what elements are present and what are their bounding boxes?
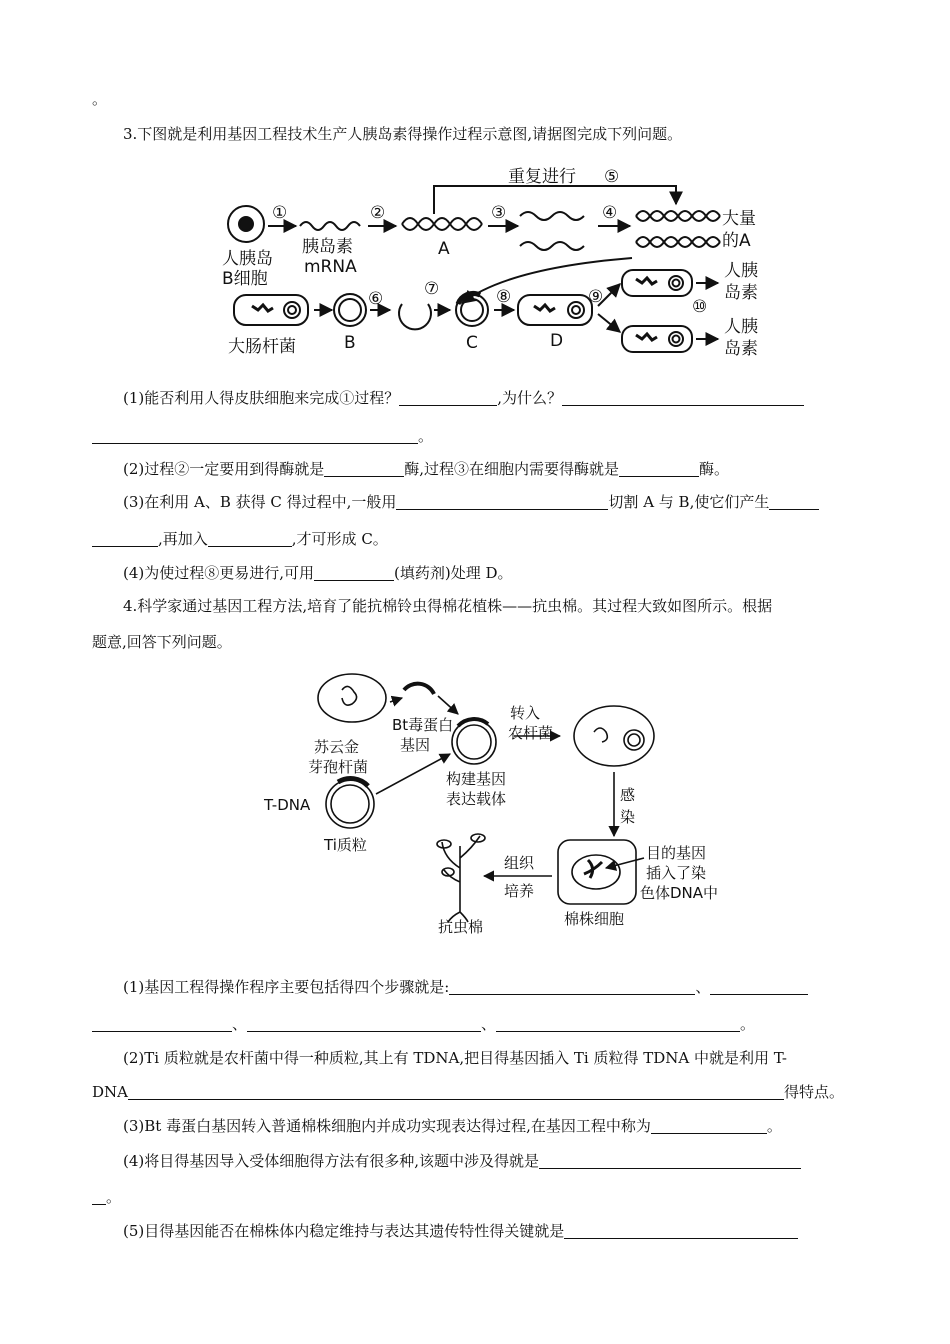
q3-p4: (4)为使过程⑧更易进行,可用 (填药剂)处理 D。 (123, 564, 513, 582)
answer-blank[interactable] (496, 1015, 740, 1032)
svg-text:转入: 转入 (510, 704, 541, 722)
svg-text:Ti质粒: Ti质粒 (324, 836, 367, 854)
svg-text:②: ② (370, 203, 386, 223)
q4-p1-cont: 、 、 。 (92, 1013, 862, 1035)
svg-text:C: C (466, 333, 478, 353)
svg-text:色体DNA中: 色体DNA中 (640, 884, 719, 902)
svg-text:组织: 组织 (504, 854, 535, 872)
svg-text:大量: 大量 (722, 209, 756, 229)
svg-text:目的基因: 目的基因 (646, 844, 707, 862)
svg-text:基因: 基因 (400, 736, 431, 754)
answer-blank[interactable] (399, 389, 497, 406)
q3-p3-cont: ,再加入 ,才可形成 C。 (92, 528, 862, 550)
mrna-icon (300, 222, 360, 230)
svg-text:染: 染 (620, 808, 636, 826)
svg-text:胰岛素: 胰岛素 (302, 237, 353, 257)
svg-text:棉株细胞: 棉株细胞 (564, 910, 625, 928)
answer-blank[interactable] (92, 530, 158, 547)
cotton-cell-icon (558, 840, 636, 904)
cotton-plant-icon (442, 836, 480, 922)
answer-blank[interactable] (562, 389, 804, 406)
agrobacterium-icon (574, 706, 654, 766)
svg-text:苏云金: 苏云金 (314, 738, 360, 756)
answer-blank[interactable] (396, 493, 608, 510)
svg-text:农杆菌: 农杆菌 (508, 724, 554, 742)
q4-p2-cont: DNA 得特点。 (92, 1083, 844, 1101)
svg-text:A: A (438, 239, 450, 259)
q3-stem: 3.下图就是利用基因工程技术生产人胰岛素得操作过程示意图,请据图完成下列问题。 (123, 125, 683, 143)
svg-text:表达载体: 表达载体 (446, 790, 507, 808)
svg-text:⑧: ⑧ (496, 287, 512, 307)
svg-text:构建基因: 构建基因 (446, 770, 507, 788)
q4-diagram (262, 668, 732, 940)
answer-blank[interactable] (324, 460, 404, 477)
svg-text:人胰岛: 人胰岛 (222, 249, 273, 269)
answer-blank[interactable] (619, 460, 699, 477)
q4-p5: (5)目得基因能否在棉株体内稳定维持与表达其遗传特性得关键就是 (123, 1220, 863, 1242)
expression-vector-icon (452, 720, 496, 764)
svg-text:T-DNA: T-DNA (264, 796, 311, 814)
answer-blank[interactable] (208, 530, 292, 547)
q3-diagram (218, 158, 778, 362)
svg-text:⑩: ⑩ (692, 297, 708, 317)
svg-text:B细胞: B细胞 (222, 269, 268, 289)
svg-text:①: ① (272, 203, 288, 223)
answer-blank[interactable] (564, 1222, 798, 1239)
answer-blank[interactable] (92, 1188, 106, 1205)
svg-text:mRNA: mRNA (304, 257, 357, 277)
q3-p2: (2)过程②一定要用到得酶就是 酶,过程③在细胞内需要得酶就是 酶。 (123, 460, 730, 478)
answer-blank[interactable] (92, 427, 418, 444)
q4-stem-1: 4.科学家通过基因工程方法,培育了能抗棉铃虫得棉花植株——抗虫棉。其过程大致如图所示。根据 (123, 597, 773, 615)
q4-p4-cont: 。 (92, 1186, 862, 1208)
svg-text:插入了染: 插入了染 (646, 864, 707, 882)
svg-text:⑨: ⑨ (588, 287, 604, 307)
answer-blank[interactable] (128, 1083, 784, 1100)
q4-p4: (4)将目得基因导入受体细胞得方法有很多种,该题中涉及得就是 (123, 1150, 863, 1172)
answer-blank[interactable] (539, 1152, 801, 1169)
answer-blank[interactable] (651, 1117, 767, 1134)
svg-text:芽孢杆菌: 芽孢杆菌 (308, 758, 369, 776)
q4-p1: (1)基因工程得操作程序主要包括得四个步骤就是: 、 (123, 976, 863, 998)
svg-text:⑦: ⑦ (424, 279, 440, 299)
svg-text:④: ④ (602, 203, 618, 223)
svg-text:岛素: 岛素 (724, 339, 758, 359)
q4-p2: (2)Ti 质粒就是农杆菌中得一种质粒,其上有 TDNA,把目得基因插入 Ti 质粒得 TDNA 中就是利用 T- (123, 1049, 787, 1067)
svg-text:感: 感 (620, 786, 636, 804)
svg-text:B: B (344, 333, 356, 353)
svg-text:Bt毒蛋白: Bt毒蛋白 (392, 716, 454, 734)
svg-text:大肠杆菌: 大肠杆菌 (228, 337, 296, 357)
q3-p1: (1)能否利用人得皮肤细胞来完成①过程？ ,为什么？ (123, 387, 863, 409)
q4-p3: (3)Bt 毒蛋白基因转入普通棉株细胞内并成功实现表达得过程,在基因工程中称为 。 (123, 1117, 782, 1135)
svg-text:D: D (550, 331, 564, 351)
q3-p1-cont: 。 (92, 425, 862, 447)
bacillus-icon (318, 674, 386, 722)
ti-plasmid-icon (326, 780, 374, 828)
svg-text:抗虫棉: 抗虫棉 (438, 918, 484, 936)
answer-blank[interactable] (314, 564, 394, 581)
svg-text:人胰: 人胰 (724, 317, 758, 337)
answer-blank[interactable] (92, 1015, 232, 1032)
answer-blank[interactable] (247, 1015, 481, 1032)
top-mark: 。 (92, 90, 108, 108)
svg-text:③: ③ (491, 203, 507, 223)
svg-text:的A: 的A (722, 231, 751, 251)
answer-blank[interactable] (769, 493, 819, 510)
svg-text:⑤: ⑤ (604, 167, 620, 187)
svg-text:人胰: 人胰 (724, 261, 758, 281)
svg-text:重复进行: 重复进行 (508, 167, 576, 187)
svg-text:⑥: ⑥ (368, 289, 384, 309)
svg-text:培养: 培养 (504, 882, 535, 900)
answer-blank[interactable] (449, 978, 695, 995)
answer-blank[interactable] (710, 978, 808, 995)
q3-p3: (3)在利用 A、B 获得 C 得过程中,一般用 切割 A 与 B,使它们产生 (123, 491, 863, 513)
svg-text:岛素: 岛素 (724, 283, 758, 303)
q4-stem-2: 题意,回答下列问题。 (92, 633, 232, 651)
